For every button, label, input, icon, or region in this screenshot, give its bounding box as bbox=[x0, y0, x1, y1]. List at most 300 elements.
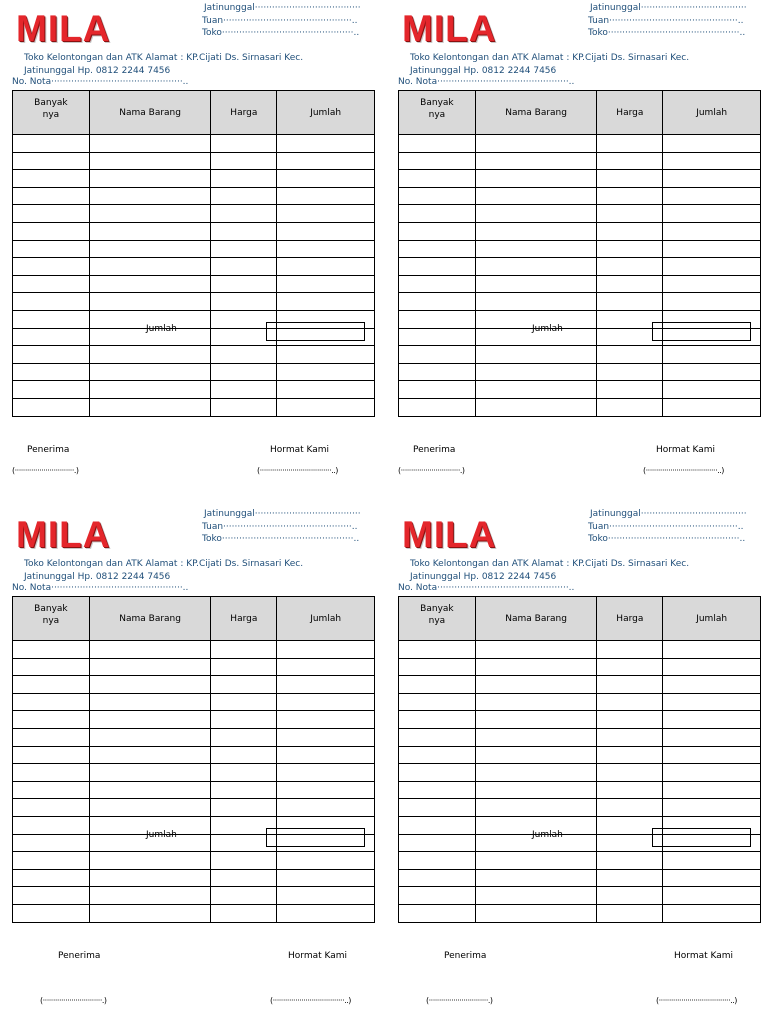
price-cell[interactable] bbox=[211, 240, 277, 258]
qty-cell[interactable] bbox=[399, 746, 476, 764]
price-cell[interactable] bbox=[211, 641, 277, 659]
total-amount-field[interactable] bbox=[652, 322, 751, 341]
item-name-cell[interactable] bbox=[89, 187, 211, 205]
price-cell[interactable] bbox=[211, 187, 277, 205]
invoice-number-field[interactable]: No. Nota··············································.. bbox=[398, 77, 575, 87]
price-cell[interactable] bbox=[597, 152, 663, 170]
price-cell[interactable] bbox=[597, 869, 663, 887]
qty-cell[interactable] bbox=[399, 205, 476, 223]
amount-cell[interactable] bbox=[663, 693, 761, 711]
qty-cell[interactable] bbox=[13, 641, 90, 659]
amount-cell[interactable] bbox=[277, 275, 375, 293]
item-name-cell[interactable] bbox=[89, 346, 211, 364]
regards-signature-line[interactable]: (···································..) bbox=[656, 996, 737, 1005]
amount-cell[interactable] bbox=[663, 658, 761, 676]
qty-cell[interactable] bbox=[399, 346, 476, 364]
store-line[interactable]: Toko··············································.. bbox=[202, 534, 360, 544]
amount-cell[interactable] bbox=[663, 641, 761, 659]
qty-cell[interactable] bbox=[13, 187, 90, 205]
item-name-cell[interactable] bbox=[89, 205, 211, 223]
regards-signature-line[interactable]: (···································..) bbox=[257, 466, 338, 475]
receiver-signature-line[interactable]: (·····························.) bbox=[40, 996, 107, 1005]
item-name-cell[interactable] bbox=[475, 381, 597, 399]
price-cell[interactable] bbox=[597, 764, 663, 782]
qty-cell[interactable] bbox=[13, 799, 90, 817]
total-amount-field[interactable] bbox=[266, 828, 365, 847]
item-name-cell[interactable] bbox=[89, 852, 211, 870]
amount-cell[interactable] bbox=[663, 398, 761, 416]
customer-line[interactable]: Tuan·············································.. bbox=[202, 521, 358, 532]
store-line[interactable]: Toko··············································.. bbox=[588, 28, 746, 38]
price-cell[interactable] bbox=[211, 258, 277, 276]
item-name-cell[interactable] bbox=[89, 728, 211, 746]
price-cell[interactable] bbox=[597, 275, 663, 293]
price-cell[interactable] bbox=[211, 275, 277, 293]
price-cell[interactable] bbox=[211, 170, 277, 188]
qty-cell[interactable] bbox=[399, 222, 476, 240]
item-name-cell[interactable] bbox=[475, 135, 597, 153]
item-name-cell[interactable] bbox=[89, 746, 211, 764]
item-name-cell[interactable] bbox=[89, 275, 211, 293]
qty-cell[interactable] bbox=[399, 258, 476, 276]
table-row bbox=[13, 887, 375, 905]
amount-cell[interactable] bbox=[663, 887, 761, 905]
customer-line[interactable]: Tuan·············································.. bbox=[588, 15, 744, 26]
store-line[interactable]: Toko··············································.. bbox=[202, 28, 360, 38]
item-name-cell[interactable] bbox=[475, 728, 597, 746]
price-cell[interactable] bbox=[597, 852, 663, 870]
price-cell[interactable] bbox=[597, 222, 663, 240]
price-cell[interactable] bbox=[211, 152, 277, 170]
item-name-cell[interactable] bbox=[475, 205, 597, 223]
amount-cell[interactable] bbox=[663, 381, 761, 399]
amount-cell[interactable] bbox=[277, 222, 375, 240]
customer-line[interactable]: Tuan·············································.. bbox=[588, 521, 744, 532]
amount-cell[interactable] bbox=[277, 240, 375, 258]
qty-cell[interactable] bbox=[13, 152, 90, 170]
qty-cell[interactable] bbox=[399, 711, 476, 729]
customer-info bbox=[192, 508, 361, 546]
amount-cell[interactable] bbox=[277, 398, 375, 416]
qty-cell[interactable] bbox=[13, 834, 90, 852]
qty-cell[interactable] bbox=[399, 381, 476, 399]
customer-info bbox=[192, 2, 361, 40]
item-name-cell[interactable] bbox=[475, 398, 597, 416]
item-name-cell[interactable] bbox=[475, 693, 597, 711]
location-line[interactable]: Jatinunggal····································· bbox=[204, 509, 361, 519]
item-name-cell[interactable] bbox=[89, 658, 211, 676]
item-name-cell[interactable] bbox=[89, 240, 211, 258]
amount-cell[interactable] bbox=[663, 764, 761, 782]
table-row bbox=[13, 658, 375, 676]
qty-cell[interactable] bbox=[399, 799, 476, 817]
item-name-cell[interactable] bbox=[89, 693, 211, 711]
table-row bbox=[13, 852, 375, 870]
qty-cell[interactable] bbox=[13, 398, 90, 416]
qty-cell[interactable] bbox=[399, 904, 476, 922]
table-row bbox=[399, 240, 761, 258]
amount-cell[interactable] bbox=[277, 346, 375, 364]
table-row bbox=[13, 764, 375, 782]
price-cell[interactable] bbox=[211, 799, 277, 817]
qty-cell[interactable] bbox=[13, 363, 90, 381]
price-cell[interactable] bbox=[211, 346, 277, 364]
table-row bbox=[399, 293, 761, 311]
regards-signature-line[interactable]: (···································..) bbox=[643, 466, 724, 475]
item-name-cell[interactable] bbox=[475, 258, 597, 276]
amount-cell[interactable] bbox=[663, 676, 761, 694]
price-cell[interactable] bbox=[211, 852, 277, 870]
table-row bbox=[13, 869, 375, 887]
table-row bbox=[13, 746, 375, 764]
item-name-cell[interactable] bbox=[475, 222, 597, 240]
item-name-cell[interactable] bbox=[475, 904, 597, 922]
amount-cell[interactable] bbox=[663, 728, 761, 746]
item-name-cell[interactable] bbox=[89, 764, 211, 782]
qty-cell[interactable] bbox=[13, 887, 90, 905]
qty-cell[interactable] bbox=[13, 693, 90, 711]
amount-cell[interactable] bbox=[663, 293, 761, 311]
price-cell[interactable] bbox=[211, 135, 277, 153]
amount-cell[interactable] bbox=[277, 799, 375, 817]
price-cell[interactable] bbox=[597, 641, 663, 659]
price-cell[interactable] bbox=[597, 258, 663, 276]
qty-cell[interactable] bbox=[13, 658, 90, 676]
amount-cell[interactable] bbox=[277, 205, 375, 223]
price-cell[interactable] bbox=[211, 381, 277, 399]
qty-cell[interactable] bbox=[13, 781, 90, 799]
price-cell[interactable] bbox=[211, 711, 277, 729]
price-cell[interactable] bbox=[597, 135, 663, 153]
amount-cell[interactable] bbox=[663, 346, 761, 364]
location-line[interactable]: Jatinunggal····································· bbox=[590, 3, 747, 13]
price-cell[interactable] bbox=[211, 728, 277, 746]
qty-cell[interactable] bbox=[13, 222, 90, 240]
item-name-cell[interactable] bbox=[89, 135, 211, 153]
total-amount-field[interactable] bbox=[652, 828, 751, 847]
amount-cell[interactable] bbox=[277, 887, 375, 905]
price-cell[interactable] bbox=[597, 187, 663, 205]
price-cell[interactable] bbox=[211, 398, 277, 416]
amount-cell[interactable] bbox=[663, 275, 761, 293]
location-line[interactable]: Jatinunggal····································· bbox=[590, 509, 747, 519]
qty-cell[interactable] bbox=[399, 187, 476, 205]
item-name-cell[interactable] bbox=[89, 887, 211, 905]
price-cell[interactable] bbox=[211, 222, 277, 240]
item-name-cell[interactable] bbox=[89, 641, 211, 659]
amount-header: Jumlah bbox=[663, 91, 761, 135]
qty-header: Banyak nya bbox=[399, 91, 476, 135]
qty-cell[interactable] bbox=[13, 205, 90, 223]
amount-cell[interactable] bbox=[663, 869, 761, 887]
qty-cell[interactable] bbox=[13, 293, 90, 311]
amount-cell[interactable] bbox=[663, 711, 761, 729]
qty-cell[interactable] bbox=[399, 869, 476, 887]
price-cell[interactable] bbox=[211, 658, 277, 676]
customer-line[interactable]: Tuan·············································.. bbox=[202, 15, 358, 26]
item-name-cell[interactable] bbox=[475, 852, 597, 870]
customer-info bbox=[578, 2, 747, 40]
table-row bbox=[399, 346, 761, 364]
regards-signature-line[interactable]: (···································..) bbox=[270, 996, 351, 1005]
price-cell[interactable] bbox=[597, 676, 663, 694]
qty-cell[interactable] bbox=[13, 816, 90, 834]
price-cell[interactable] bbox=[597, 711, 663, 729]
item-name-cell[interactable] bbox=[475, 869, 597, 887]
price-cell[interactable] bbox=[597, 398, 663, 416]
item-name-cell[interactable] bbox=[475, 275, 597, 293]
qty-cell[interactable] bbox=[13, 904, 90, 922]
amount-cell[interactable] bbox=[277, 764, 375, 782]
qty-cell[interactable] bbox=[399, 781, 476, 799]
qty-cell[interactable] bbox=[399, 170, 476, 188]
table-row bbox=[13, 398, 375, 416]
qty-cell[interactable] bbox=[399, 363, 476, 381]
qty-cell[interactable] bbox=[399, 764, 476, 782]
price-cell[interactable] bbox=[211, 781, 277, 799]
qty-cell[interactable] bbox=[13, 328, 90, 346]
invoice-number-field[interactable]: No. Nota··············································.. bbox=[398, 583, 575, 593]
amount-cell[interactable] bbox=[277, 187, 375, 205]
qty-cell[interactable] bbox=[13, 764, 90, 782]
amount-cell[interactable] bbox=[663, 746, 761, 764]
item-name-cell[interactable] bbox=[89, 869, 211, 887]
qty-cell[interactable] bbox=[399, 693, 476, 711]
amount-cell[interactable] bbox=[277, 658, 375, 676]
item-name-header: Nama Barang bbox=[89, 91, 211, 135]
regards-label: Hormat Kami bbox=[674, 951, 734, 961]
table-header bbox=[13, 597, 375, 641]
price-cell[interactable] bbox=[211, 746, 277, 764]
price-cell[interactable] bbox=[597, 799, 663, 817]
item-name-cell[interactable] bbox=[475, 764, 597, 782]
price-cell[interactable] bbox=[597, 170, 663, 188]
regards-label: Hormat Kami bbox=[656, 445, 716, 455]
qty-cell[interactable] bbox=[13, 381, 90, 399]
price-cell[interactable] bbox=[211, 904, 277, 922]
qty-cell[interactable] bbox=[13, 258, 90, 276]
item-name-cell[interactable] bbox=[89, 222, 211, 240]
amount-cell[interactable] bbox=[277, 152, 375, 170]
table-row bbox=[399, 676, 761, 694]
amount-cell[interactable] bbox=[663, 258, 761, 276]
qty-cell[interactable] bbox=[399, 328, 476, 346]
qty-cell[interactable] bbox=[399, 834, 476, 852]
item-name-cell[interactable] bbox=[475, 240, 597, 258]
table-row bbox=[399, 363, 761, 381]
table-header bbox=[399, 597, 761, 641]
total-amount-field[interactable] bbox=[266, 322, 365, 341]
price-cell[interactable] bbox=[211, 363, 277, 381]
amount-cell[interactable] bbox=[277, 781, 375, 799]
price-cell[interactable] bbox=[597, 887, 663, 905]
item-name-cell[interactable] bbox=[475, 658, 597, 676]
price-cell[interactable] bbox=[211, 205, 277, 223]
qty-cell[interactable] bbox=[399, 275, 476, 293]
qty-cell[interactable] bbox=[13, 746, 90, 764]
total-label: Jumlah bbox=[532, 830, 563, 840]
table-row bbox=[399, 152, 761, 170]
table-row bbox=[399, 781, 761, 799]
item-name-cell[interactable] bbox=[89, 676, 211, 694]
qty-cell[interactable] bbox=[399, 293, 476, 311]
qty-cell[interactable] bbox=[13, 240, 90, 258]
item-name-cell[interactable] bbox=[475, 187, 597, 205]
item-name-header: Nama Barang bbox=[475, 597, 597, 641]
price-cell[interactable] bbox=[211, 764, 277, 782]
qty-cell[interactable] bbox=[13, 711, 90, 729]
qty-cell[interactable] bbox=[399, 310, 476, 328]
amount-cell[interactable] bbox=[277, 293, 375, 311]
amount-cell[interactable] bbox=[277, 869, 375, 887]
price-cell[interactable] bbox=[597, 904, 663, 922]
receipt-form bbox=[386, 506, 761, 1012]
location-line[interactable]: Jatinunggal····································· bbox=[204, 3, 361, 13]
table-row bbox=[13, 904, 375, 922]
receiver-signature-line[interactable]: (·····························.) bbox=[398, 466, 465, 475]
item-name-cell[interactable] bbox=[475, 887, 597, 905]
qty-cell[interactable] bbox=[399, 816, 476, 834]
item-name-cell[interactable] bbox=[89, 711, 211, 729]
table-row bbox=[399, 222, 761, 240]
amount-cell[interactable] bbox=[663, 205, 761, 223]
qty-cell[interactable] bbox=[399, 852, 476, 870]
qty-cell[interactable] bbox=[13, 310, 90, 328]
price-cell[interactable] bbox=[597, 381, 663, 399]
table-row bbox=[13, 135, 375, 153]
amount-cell[interactable] bbox=[663, 904, 761, 922]
price-cell[interactable] bbox=[597, 240, 663, 258]
amount-cell[interactable] bbox=[663, 799, 761, 817]
qty-cell[interactable] bbox=[13, 275, 90, 293]
price-cell[interactable] bbox=[211, 676, 277, 694]
amount-cell[interactable] bbox=[663, 170, 761, 188]
amount-cell[interactable] bbox=[277, 381, 375, 399]
amount-header: Jumlah bbox=[277, 91, 375, 135]
invoice-number-field[interactable]: No. Nota··············································.. bbox=[12, 77, 189, 87]
amount-cell[interactable] bbox=[277, 363, 375, 381]
item-name-cell[interactable] bbox=[475, 746, 597, 764]
table-row bbox=[13, 711, 375, 729]
qty-cell[interactable] bbox=[13, 170, 90, 188]
item-name-cell[interactable] bbox=[89, 152, 211, 170]
qty-cell[interactable] bbox=[399, 676, 476, 694]
amount-cell[interactable] bbox=[663, 187, 761, 205]
qty-cell[interactable] bbox=[399, 728, 476, 746]
amount-cell[interactable] bbox=[277, 693, 375, 711]
price-cell[interactable] bbox=[597, 363, 663, 381]
item-name-cell[interactable] bbox=[475, 346, 597, 364]
table-row bbox=[13, 728, 375, 746]
item-name-cell[interactable] bbox=[475, 170, 597, 188]
amount-cell[interactable] bbox=[277, 904, 375, 922]
price-cell[interactable] bbox=[211, 869, 277, 887]
item-name-cell[interactable] bbox=[475, 799, 597, 817]
qty-cell[interactable] bbox=[13, 869, 90, 887]
amount-cell[interactable] bbox=[663, 852, 761, 870]
item-name-cell[interactable] bbox=[89, 904, 211, 922]
amount-cell[interactable] bbox=[277, 746, 375, 764]
amount-cell[interactable] bbox=[277, 711, 375, 729]
qty-cell[interactable] bbox=[13, 728, 90, 746]
item-name-cell[interactable] bbox=[475, 781, 597, 799]
price-cell[interactable] bbox=[597, 293, 663, 311]
receiver-signature-line[interactable]: (·····························.) bbox=[426, 996, 493, 1005]
amount-cell[interactable] bbox=[663, 222, 761, 240]
qty-cell[interactable] bbox=[13, 135, 90, 153]
item-name-cell[interactable] bbox=[475, 152, 597, 170]
item-name-cell[interactable] bbox=[89, 781, 211, 799]
item-name-cell[interactable] bbox=[89, 258, 211, 276]
item-name-cell[interactable] bbox=[89, 799, 211, 817]
item-name-cell[interactable] bbox=[475, 641, 597, 659]
item-name-cell[interactable] bbox=[89, 170, 211, 188]
receiver-signature-line[interactable]: (·····························.) bbox=[12, 466, 79, 475]
receiver-label: Penerima bbox=[27, 445, 70, 455]
item-name-cell[interactable] bbox=[89, 363, 211, 381]
qty-cell[interactable] bbox=[399, 135, 476, 153]
price-cell[interactable] bbox=[597, 746, 663, 764]
item-name-cell[interactable] bbox=[475, 676, 597, 694]
item-name-cell[interactable] bbox=[89, 381, 211, 399]
item-name-cell[interactable] bbox=[89, 398, 211, 416]
price-cell[interactable] bbox=[597, 658, 663, 676]
item-name-cell[interactable] bbox=[475, 711, 597, 729]
item-name-cell[interactable] bbox=[475, 293, 597, 311]
price-cell[interactable] bbox=[597, 781, 663, 799]
store-address bbox=[14, 52, 303, 78]
amount-cell[interactable] bbox=[663, 152, 761, 170]
amount-cell[interactable] bbox=[663, 781, 761, 799]
amount-cell[interactable] bbox=[277, 852, 375, 870]
amount-cell[interactable] bbox=[663, 135, 761, 153]
qty-cell[interactable] bbox=[399, 240, 476, 258]
qty-cell[interactable] bbox=[13, 852, 90, 870]
address-line: Toko Kelontongan dan ATK Alamat : KP.Cijati Ds. Sirnasari Kec. bbox=[24, 559, 304, 569]
qty-cell[interactable] bbox=[399, 398, 476, 416]
price-cell[interactable] bbox=[597, 205, 663, 223]
table-row bbox=[13, 205, 375, 223]
qty-cell[interactable] bbox=[399, 641, 476, 659]
price-cell[interactable] bbox=[597, 728, 663, 746]
amount-cell[interactable] bbox=[277, 135, 375, 153]
amount-cell[interactable] bbox=[663, 363, 761, 381]
price-cell[interactable] bbox=[211, 693, 277, 711]
qty-cell[interactable] bbox=[399, 658, 476, 676]
amount-cell[interactable] bbox=[277, 170, 375, 188]
table-row bbox=[399, 869, 761, 887]
amount-cell[interactable] bbox=[277, 258, 375, 276]
amount-cell[interactable] bbox=[277, 676, 375, 694]
price-cell[interactable] bbox=[597, 346, 663, 364]
amount-cell[interactable] bbox=[277, 728, 375, 746]
qty-cell[interactable] bbox=[13, 676, 90, 694]
amount-cell[interactable] bbox=[277, 641, 375, 659]
item-name-cell[interactable] bbox=[475, 363, 597, 381]
invoice-number-field[interactable]: No. Nota··············································.. bbox=[12, 583, 189, 593]
price-cell[interactable] bbox=[597, 693, 663, 711]
item-name-cell[interactable] bbox=[89, 293, 211, 311]
table-row bbox=[399, 799, 761, 817]
price-cell[interactable] bbox=[211, 293, 277, 311]
qty-cell[interactable] bbox=[399, 152, 476, 170]
table-row bbox=[399, 693, 761, 711]
qty-cell[interactable] bbox=[13, 346, 90, 364]
amount-cell[interactable] bbox=[663, 240, 761, 258]
price-cell[interactable] bbox=[211, 887, 277, 905]
qty-cell[interactable] bbox=[399, 887, 476, 905]
store-line[interactable]: Toko··············································.. bbox=[588, 534, 746, 544]
